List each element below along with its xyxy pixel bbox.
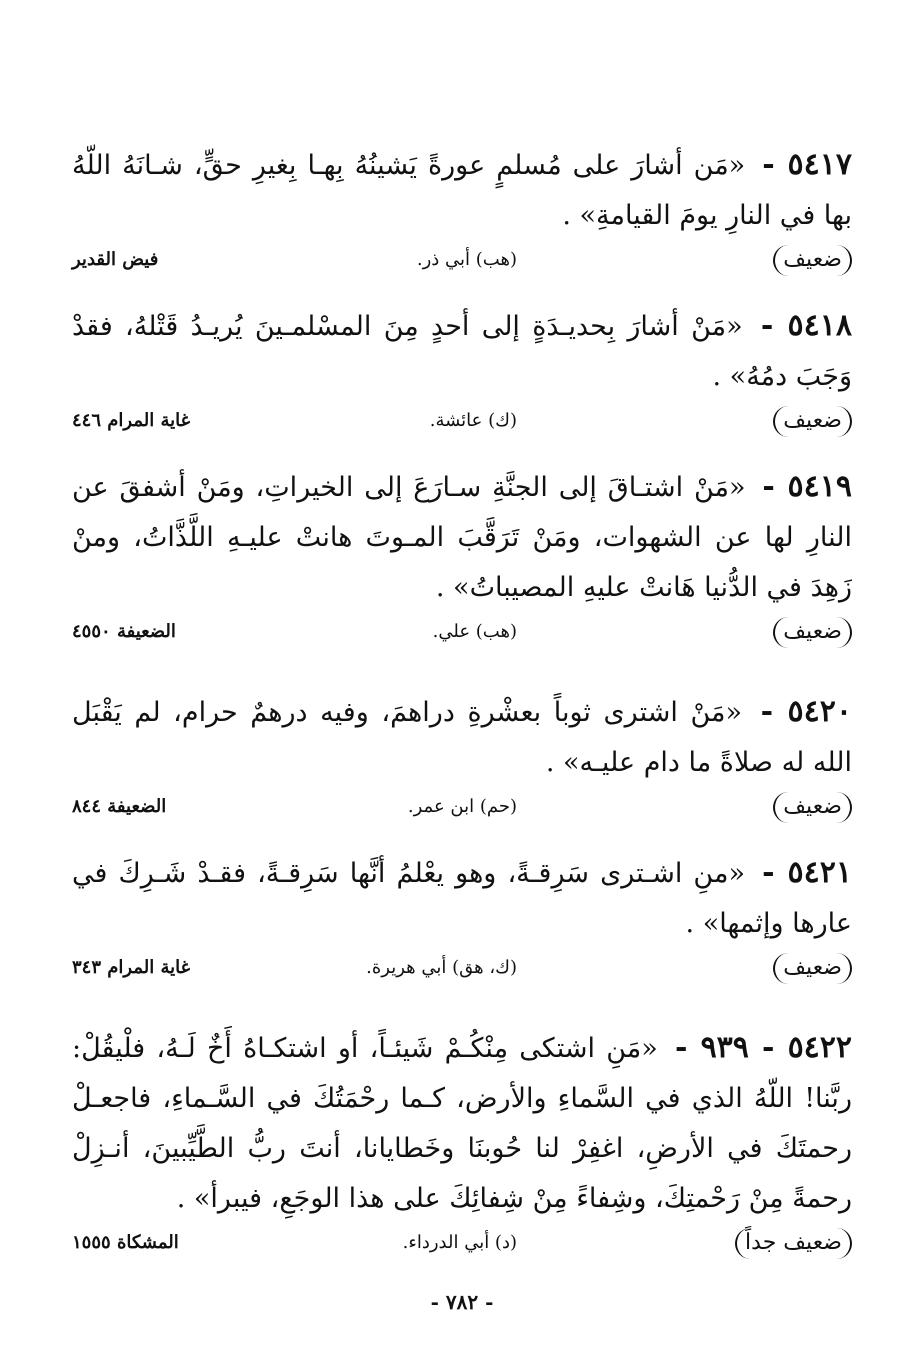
hadith-entry-5420 [72, 687, 852, 834]
source-label: (هب) أبي ذر. [416, 249, 517, 270]
book-reference: غاية المرام ٣٤٣ [72, 957, 191, 978]
grade-label: ضعيف [773, 617, 852, 648]
source-label: (هب) علي. [432, 621, 517, 642]
reference-line [72, 245, 852, 287]
hadith-number: ٥٤٢١ - [762, 855, 852, 890]
hadith-text: «مَن أشارَ على مُسلمٍ عورةً يَشينُهُ بِهـا بِغيرِ حقٍّ، شـانَهُ اللّهُ بها في النارِ يومَ القيامةِ» . [72, 150, 852, 231]
source-label: (ك، هق) أبي هريرة. [366, 957, 517, 978]
hadith-text-block [72, 301, 852, 402]
hadith-text-block [72, 687, 852, 788]
page-number: - ٧٨٢ - [430, 1290, 494, 1314]
hadith-entry-5422 [72, 1023, 852, 1270]
hadith-entry-5418 [72, 301, 852, 448]
reference-line [72, 792, 852, 834]
reference-line [72, 406, 852, 448]
reference-line [72, 617, 852, 659]
grade-label: ضعيف [773, 245, 852, 276]
source-label: (د) أبي الدرداء. [402, 1232, 517, 1253]
source-label: (حم) ابن عمر. [407, 796, 517, 817]
hadith-text: «مَنْ اشتـاقَ إلى الجنَّةِ سـارَعَ إلى الخيراتِ، ومَنْ أشفقَ عن النارِ لها عن الشهوات، ومَنْ تَرَقَّبَ المـوتَ هانتْ عليـهِ اللَّذَّاتُ، ومنْ زَهِدَ في الدُّنيا هَانتْ عليهِ المصيباتُ» . [72, 472, 852, 603]
hadith-number: ٥٤١٧ - [762, 147, 852, 182]
hadith-text: «منِ اشـترى سَرِقـةً، وهو يعْلمُ أنَّها سَرِقـةً، فقـدْ شَـرِكَ في عارها وإثمها» . [72, 858, 852, 939]
hadith-entry-5419 [72, 462, 852, 659]
grade-label: ضعيف [773, 792, 852, 823]
hadith-text-block [72, 1023, 852, 1224]
hadith-number: ٥٤١٨ - [760, 308, 852, 343]
hadith-number: ٥٤٢٠ - [760, 694, 852, 729]
hadith-text-block [72, 140, 852, 241]
grade-label: ضعيف [773, 406, 852, 437]
hadith-text: «مَنِ اشتكى مِنْكُـمْ شَيئـاً، أو اشتكـاهُ أَخٌ لَـهُ، فلْيقُلْ: ربَّنا! اللّهُ الذي في السَّماءِ والأرض، كـما رحْمَتُكَ في السَّـماءِ، فاجعـلْ رحمتَكَ في الأرضِ، اغفِرْ لنا حُوبنَا وخَطايانا، أنتَ ربُّ الطَّيِّبينَ، أنـزِلْ رحمةً مِنْ رَحْمتِكَ، وشِفاءً مِنْ شِفائِكَ على هذا الوجَعِ، فيبرأ» . [72, 1033, 852, 1214]
book-reference: فيض القدير [72, 249, 159, 270]
hadith-text: «مَنْ اشترى ثوباً بعشْرةِ دراهمَ، وفيه درهمٌ حرام، لم يَقْبَل الله له صلاةً ما دام عليـه» . [72, 697, 852, 778]
book-reference: الضعيفة ٤٥٥٠ [72, 621, 176, 642]
hadith-entry-5417 [72, 140, 852, 287]
grade-label: ضعيف [773, 953, 852, 984]
source-label: (ك) عائشة. [429, 410, 517, 431]
hadith-number: ٥٤٢٢ - ٩٣٩ - [675, 1030, 853, 1065]
hadith-text: «مَنْ أشارَ بِحديـدَةٍ إلى أحدٍ مِنَ المسْلمـينَ يُريـدُ قَتْلهُ، فقدْ وَجَبَ دمُهُ» . [72, 311, 852, 392]
hadith-number: ٥٤١٩ - [762, 469, 852, 504]
hadith-text-block [72, 462, 852, 613]
hadith-entry-5421 [72, 848, 852, 995]
book-reference: المشكاة ١٥٥٥ [72, 1232, 179, 1253]
hadith-text-block [72, 848, 852, 949]
book-reference: الضعيفة ٨٤٤ [72, 796, 167, 817]
reference-line [72, 953, 852, 995]
reference-line [72, 1228, 852, 1270]
grade-label: ضعيف جداً [735, 1228, 852, 1259]
page-body [72, 140, 852, 1284]
book-reference: غاية المرام ٤٤٦ [72, 410, 191, 431]
